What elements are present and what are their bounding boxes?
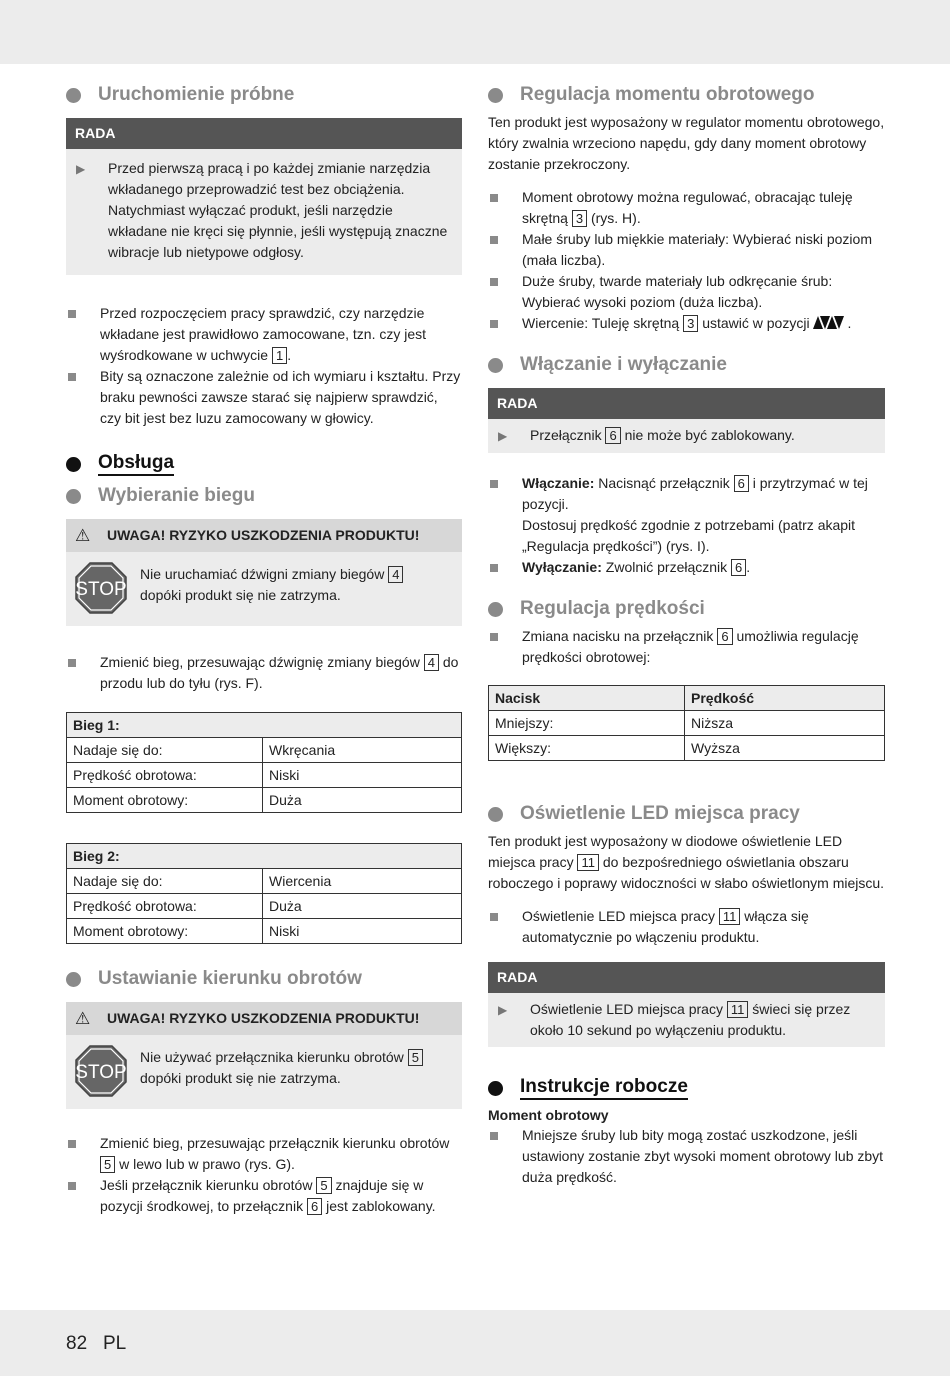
warning-triangle-icon: ⚠ xyxy=(75,1009,91,1028)
square-bullet-icon xyxy=(490,913,498,921)
list-item xyxy=(488,1125,885,1188)
list-text: jest zablokowany. xyxy=(326,1198,436,1214)
square-bullet-icon xyxy=(490,194,498,202)
paragraph: Ten produkt jest wyposażony w regulator momentu obrotowego, który zwalnia wrzeciono napędu, gdy dany moment obrotowy zostanie przekroczony. xyxy=(488,114,885,172)
paragraph xyxy=(488,831,885,894)
tip-text: nie może być zablokowany. xyxy=(624,427,795,443)
list-text: Nacisnąć przełącznik xyxy=(598,475,730,491)
table-cell: Prędkość obrotowa: xyxy=(67,894,263,919)
tip-box xyxy=(488,962,885,1047)
tip-label: RADA xyxy=(488,388,885,419)
stop-text: dopóki produkt się nie zatrzyma. xyxy=(140,1070,341,1086)
table-row xyxy=(489,711,885,736)
list-text: umożliwia regulację prędkości obrotowej: xyxy=(522,628,859,665)
list-text-bold: Włączanie: xyxy=(522,475,595,491)
list-text: (rys. H). xyxy=(590,210,641,226)
gear2-table xyxy=(66,843,462,944)
part-number: 1 xyxy=(272,347,287,364)
bullet-dot-icon xyxy=(488,88,503,103)
bullet-list xyxy=(488,1125,885,1188)
square-bullet-icon xyxy=(68,1140,76,1148)
section-heading xyxy=(488,799,885,829)
subheading: Moment obrotowy xyxy=(488,1107,609,1123)
list-text: Moment obrotowy można regulować, obracając tuleję skrętną xyxy=(522,189,853,226)
svg-text:STOP: STOP xyxy=(75,579,127,600)
stop-notice xyxy=(66,1035,462,1109)
table-cell: Wiercenia xyxy=(263,869,462,894)
header-band xyxy=(0,0,950,64)
list-text: Zmiana nacisku na przełącznik xyxy=(522,628,714,644)
bullet-dot-icon xyxy=(488,602,503,617)
part-number: 6 xyxy=(605,427,620,444)
speed-table xyxy=(488,685,885,761)
table-cell: Nadaje się do: xyxy=(67,869,263,894)
bullet-dot-icon xyxy=(66,88,81,103)
table-cell: Nadaje się do: xyxy=(67,738,263,763)
list-text: i przytrzymać w tej pozycji. xyxy=(522,475,868,512)
section-heading xyxy=(66,80,462,110)
arrow-right-icon: ▶ xyxy=(498,429,508,443)
list-item xyxy=(66,1175,462,1217)
square-bullet-icon xyxy=(68,310,76,318)
tip-box xyxy=(488,388,885,453)
table-row xyxy=(67,763,462,788)
bullet-dot-icon xyxy=(488,358,503,373)
square-bullet-icon xyxy=(490,236,498,244)
chapter-heading xyxy=(66,449,462,479)
section-title: Ustawianie kierunku obrotów xyxy=(98,968,362,989)
warning-text: UWAGA! RYZYKO USZKODZENIA PRODUKTU! xyxy=(107,1010,420,1026)
part-number: 5 xyxy=(316,1177,331,1194)
part-number: 6 xyxy=(731,559,746,576)
section-title: Włączanie i wyłączanie xyxy=(520,354,727,375)
table-cell: Niski xyxy=(263,919,462,944)
list-text: do przodu lub do tyłu (rys. F). xyxy=(100,654,459,691)
paragraph-text: do bezpośredniego oświetlania obszaru roboczego i poprawy widoczności w słabo oświetlonym miejscu. xyxy=(488,854,885,891)
stop-text: Nie uruchamiać dźwigni zmiany biegów xyxy=(140,566,385,582)
list-text: Mniejsze śruby lub bity mogą zostać uszkodzone, jeśli ustawiony zostanie zbyt wysoki moment obrotowy lub zbyt duża prędkość. xyxy=(522,1127,884,1185)
part-number: 6 xyxy=(717,628,732,645)
list-text: Przed rozpoczęciem pracy sprawdzić, czy narzędzie wkładane jest prawidłowo zamocowane, tzn. czy jest wyśrodkowane w uchwycie xyxy=(100,305,427,363)
tip-text: świeci się przez około 10 sekund po wyłączeniu produktu. xyxy=(530,1001,851,1038)
table-cell: Moment obrotowy: xyxy=(67,788,263,813)
list-text-bold: Wyłączanie: xyxy=(522,559,602,575)
bullet-list xyxy=(66,303,462,429)
section-title: Regulacja momentu obrotowego xyxy=(520,84,815,105)
arrow-right-icon: ▶ xyxy=(498,1003,508,1017)
warning-header xyxy=(66,519,462,552)
tip-label: RADA xyxy=(488,962,885,993)
arrow-right-icon: ▶ xyxy=(76,162,86,176)
tip-text: Przed pierwszą pracą i po każdej zmianie narzędzia wkładanego przeprowadzić test bez obciążenia. Natychmiast wyłączać produkt, jeśli narzędzie wkładane nie kręci się płynnie, jeśli występują znaczne wibracje lub nietypowe odgłosy. xyxy=(108,160,448,260)
warning-header xyxy=(66,1002,462,1035)
table-header-cell: Nacisk xyxy=(489,686,685,711)
part-number: 11 xyxy=(719,908,741,925)
table-row xyxy=(67,869,462,894)
drill-mode-icon xyxy=(813,316,847,329)
gear1-table xyxy=(66,712,462,813)
list-item xyxy=(66,1133,462,1175)
list-text: Zwolnić przełącznik xyxy=(605,559,728,575)
table-title: Bieg 1: xyxy=(67,713,462,738)
table-cell: Niski xyxy=(263,763,462,788)
list-item xyxy=(66,652,462,694)
section-heading xyxy=(66,481,462,511)
bullet-list xyxy=(488,906,885,948)
list-item xyxy=(488,557,885,578)
list-item xyxy=(488,626,885,668)
table-cell: Duża xyxy=(263,894,462,919)
svg-text:STOP: STOP xyxy=(75,1062,127,1083)
table-row xyxy=(67,894,462,919)
warning-triangle-icon: ⚠ xyxy=(75,526,91,545)
table-cell: Moment obrotowy: xyxy=(67,919,263,944)
section-title: Oświetlenie LED miejsca pracy xyxy=(520,803,800,824)
chapter-title: Instrukcje robocze xyxy=(520,1076,688,1100)
stop-sign-icon xyxy=(74,561,128,615)
list-text: Zmienić bieg, przesuwając przełącznik kierunku obrotów xyxy=(100,1135,450,1151)
chapter-heading xyxy=(488,1073,885,1103)
right-column xyxy=(488,80,885,1188)
left-column xyxy=(66,80,462,1217)
part-number: 11 xyxy=(727,1001,749,1018)
table-cell: Wkręcania xyxy=(263,738,462,763)
part-number: 4 xyxy=(388,566,403,583)
section-title: Wybieranie biegu xyxy=(98,485,255,506)
tip-label: RADA xyxy=(66,118,462,149)
list-text: . xyxy=(287,347,292,363)
bullet-list xyxy=(488,473,885,578)
table-cell: Niższa xyxy=(685,711,885,736)
part-number: 3 xyxy=(683,315,698,332)
bullet-dot-icon xyxy=(488,1081,503,1096)
table-header-row xyxy=(489,686,885,711)
table-cell: Większy: xyxy=(489,736,685,761)
list-text: . xyxy=(847,315,852,331)
bullet-dot-icon xyxy=(488,807,503,822)
list-text: Duże śruby, twarde materiały lub odkręcanie śrub: Wybierać wysoki poziom (duża liczba). xyxy=(522,273,833,310)
list-text: znajduje się w pozycji środkowej, to przełącznik xyxy=(100,1177,424,1214)
table-row xyxy=(67,738,462,763)
list-text: Oświetlenie LED miejsca pracy xyxy=(522,908,715,924)
table-row xyxy=(67,788,462,813)
square-bullet-icon xyxy=(490,480,498,488)
bullet-dot-icon xyxy=(66,489,81,504)
part-number: 6 xyxy=(734,475,749,492)
list-text: Bity są oznaczone zależnie od ich wymiaru i kształtu. Przy braku pewności zawsze starać się najpierw sprawdzić, czy bit jest bez luzu zamocowany w głowicy. xyxy=(100,368,461,426)
page-number xyxy=(66,1333,126,1355)
bullet-list xyxy=(66,652,462,694)
bullet-list xyxy=(66,1133,462,1217)
tip-text: Oświetlenie LED miejsca pracy xyxy=(530,1001,723,1017)
list-text: . xyxy=(746,559,751,575)
list-text: Wiercenie: Tuleję skrętną xyxy=(522,315,680,331)
part-number: 5 xyxy=(408,1049,423,1066)
table-header-cell: Prędkość xyxy=(685,686,885,711)
table-cell: Duża xyxy=(263,788,462,813)
list-text: Zmienić bieg, przesuwając dźwignię zmiany biegów xyxy=(100,654,420,670)
square-bullet-icon xyxy=(68,373,76,381)
section-title: Uruchomienie próbne xyxy=(98,84,295,105)
footer-band xyxy=(0,1310,950,1376)
list-text: Małe śruby lub miękkie materiały: Wybierać niski poziom (mała liczba). xyxy=(522,231,872,268)
paragraph-text: Ten produkt jest wyposażony w diodowe oświetlenie LED miejsca pracy xyxy=(488,833,843,870)
list-item xyxy=(488,187,885,229)
table-row xyxy=(67,919,462,944)
section-heading xyxy=(488,80,885,110)
bullet-list xyxy=(488,187,885,334)
bullet-dot-icon xyxy=(66,972,81,987)
table-title: Bieg 2: xyxy=(67,844,462,869)
list-item xyxy=(488,229,885,271)
list-text: w lewo lub w prawo (rys. G). xyxy=(119,1156,295,1172)
list-item xyxy=(488,906,885,948)
stop-text: Nie używać przełącznika kierunku obrotów xyxy=(140,1049,404,1065)
list-text: włącza się automatycznie po włączeniu produktu. xyxy=(522,908,809,945)
part-number: 6 xyxy=(307,1198,322,1215)
stop-text: dopóki produkt się nie zatrzyma. xyxy=(140,587,341,603)
table-row xyxy=(489,736,885,761)
square-bullet-icon xyxy=(490,278,498,286)
section-title: Regulacja prędkości xyxy=(520,598,705,619)
part-number: 4 xyxy=(424,654,439,671)
tip-text: Przełącznik xyxy=(530,427,602,443)
list-text: ustawić w pozycji xyxy=(702,315,810,331)
section-heading xyxy=(488,594,885,624)
language-code: PL xyxy=(102,1333,127,1354)
stop-notice xyxy=(66,552,462,626)
part-number: 3 xyxy=(572,210,587,227)
bullet-dot-icon xyxy=(66,457,81,472)
square-bullet-icon xyxy=(68,1182,76,1190)
section-heading xyxy=(488,350,885,380)
tip-box xyxy=(66,118,462,275)
section-heading xyxy=(66,964,462,994)
square-bullet-icon xyxy=(490,564,498,572)
list-item xyxy=(488,271,885,313)
table-cell: Wyższa xyxy=(685,736,885,761)
table-cell: Prędkość obrotowa: xyxy=(67,763,263,788)
square-bullet-icon xyxy=(490,1132,498,1140)
table-cell: Mniejszy: xyxy=(489,711,685,736)
square-bullet-icon xyxy=(490,320,498,328)
part-number: 5 xyxy=(100,1156,115,1173)
page-number-value: 82 xyxy=(66,1333,88,1354)
warning-text: UWAGA! RYZYKO USZKODZENIA PRODUKTU! xyxy=(107,527,420,543)
stop-sign-icon xyxy=(74,1044,128,1098)
square-bullet-icon xyxy=(68,659,76,667)
list-item xyxy=(488,473,885,557)
chapter-title: Obsługa xyxy=(98,452,174,476)
list-item xyxy=(66,303,462,366)
list-text: Jeśli przełącznik kierunku obrotów xyxy=(100,1177,313,1193)
list-item xyxy=(488,313,885,334)
list-item xyxy=(66,366,462,429)
list-text: Dostosuj prędkość zgodnie z potrzebami (patrz akapit „Regulacja prędkości”) (rys. I). xyxy=(522,517,856,554)
bullet-list xyxy=(488,626,885,668)
part-number: 11 xyxy=(577,854,599,871)
square-bullet-icon xyxy=(490,633,498,641)
